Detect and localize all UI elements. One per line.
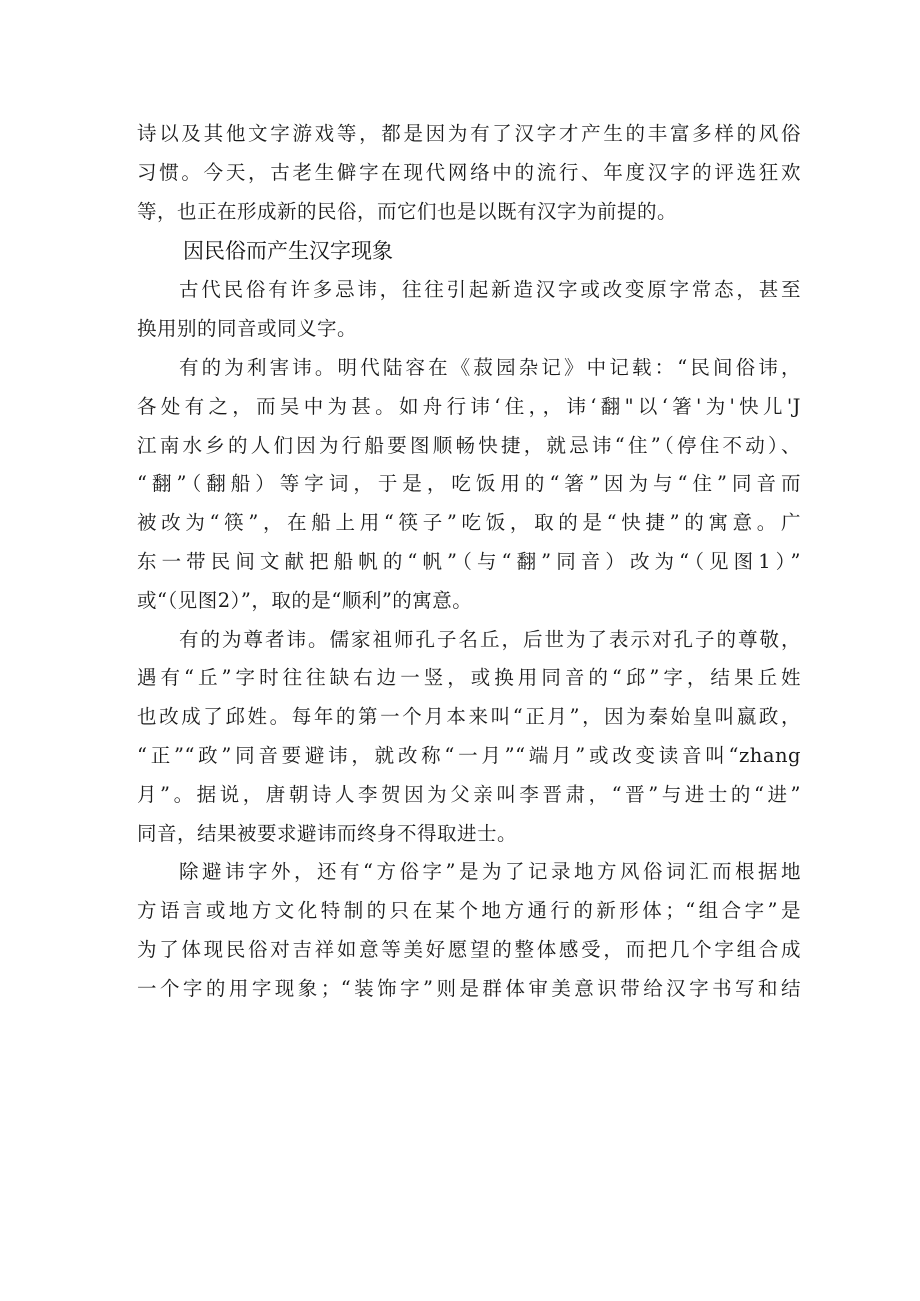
document-body	[137, 115, 801, 1009]
paragraph-line: 一个字的用字现象；“装饰字”则是群体审美意识带给汉字书写和结	[137, 976, 801, 1000]
paragraph-line: 等，也正在形成新的民俗，而它们也是以既有汉字为前提的。	[137, 199, 678, 223]
paragraph-line: 江南水乡的人们因为行船要图顺畅快捷，就忌讳“住”（停住不动）、	[137, 433, 801, 457]
paragraph-line: 被改为“筷”，在船上用“筷子”吃饭，取的是“快捷”的寓意。广	[137, 511, 801, 535]
paragraph-5	[137, 853, 801, 1008]
paragraph-line: 东一带民间文献把船帆的“帆”（与“翻”同音）改为“（见图1）”	[137, 549, 801, 573]
paragraph-line: 月”。据说，唐朝诗人李贺因为父亲叫李晋肃，“晋”与进士的“进”	[137, 782, 801, 806]
paragraph-2	[137, 271, 801, 349]
paragraph-line: 除避讳字外，还有“方俗字”是为了记录地方风俗词汇而根据地	[179, 860, 801, 884]
paragraph-line: 同音，结果被要求避讳而终身不得取进士。	[137, 821, 518, 845]
paragraph-line: 换用别的同音或同义字。	[137, 317, 358, 341]
paragraph-line: 方语言或地方文化特制的只在某个地方通行的新形体；“组合字”是	[137, 899, 801, 923]
paragraph-line: “正”“政”同音要避讳，就改称“一月”“端月”或改变读音叫“zhang	[137, 743, 801, 767]
paragraph-3	[137, 349, 801, 621]
paragraph-line: 或“（见图2）”，取的是“顺利”的寓意。	[137, 588, 473, 612]
paragraph-line: “翻”（翻船）等字词，于是，吃饭用的“箸”因为与“住”同音而	[137, 472, 801, 496]
paragraph-line: 遇有“丘”字时往往缺右边一竖，或换用同音的“邱”字，结果丘姓	[137, 666, 801, 690]
paragraph-line: 有的为尊者讳。儒家祖师孔子名丘，后世为了表示对孔子的尊敬，	[179, 627, 801, 651]
paragraph-line: 为了体现民俗对吉祥如意等美好愿望的整体感受，而把几个字组合成	[137, 937, 801, 961]
paragraph-4	[137, 621, 801, 854]
paragraph-line: 诗以及其他文字游戏等，都是因为有了汉字才产生的丰富多样的风俗	[137, 122, 801, 145]
paragraph-1	[137, 115, 801, 231]
paragraph-line: 也改成了邱姓。每年的第一个月本来叫“正月”，因为秦始皇叫嬴政，	[137, 705, 801, 729]
paragraph-line: 各处有之，而吴中为甚。如舟行讳‘住，，讳‘翻"以‘箸'为'快儿'J	[137, 394, 801, 418]
paragraph-line: 习惯。今天，古老生僻字在现代网络中的流行、年度汉字的评选狂欢	[137, 160, 801, 184]
section-heading: 因民俗而产生汉字现象	[183, 239, 393, 264]
paragraph-line: 古代民俗有许多忌讳，往往引起新造汉字或改变原字常态，甚至	[179, 278, 801, 302]
paragraph-line: 有的为利害讳。明代陆容在《菽园杂记》中记载：“民间俗讳，	[179, 355, 801, 379]
